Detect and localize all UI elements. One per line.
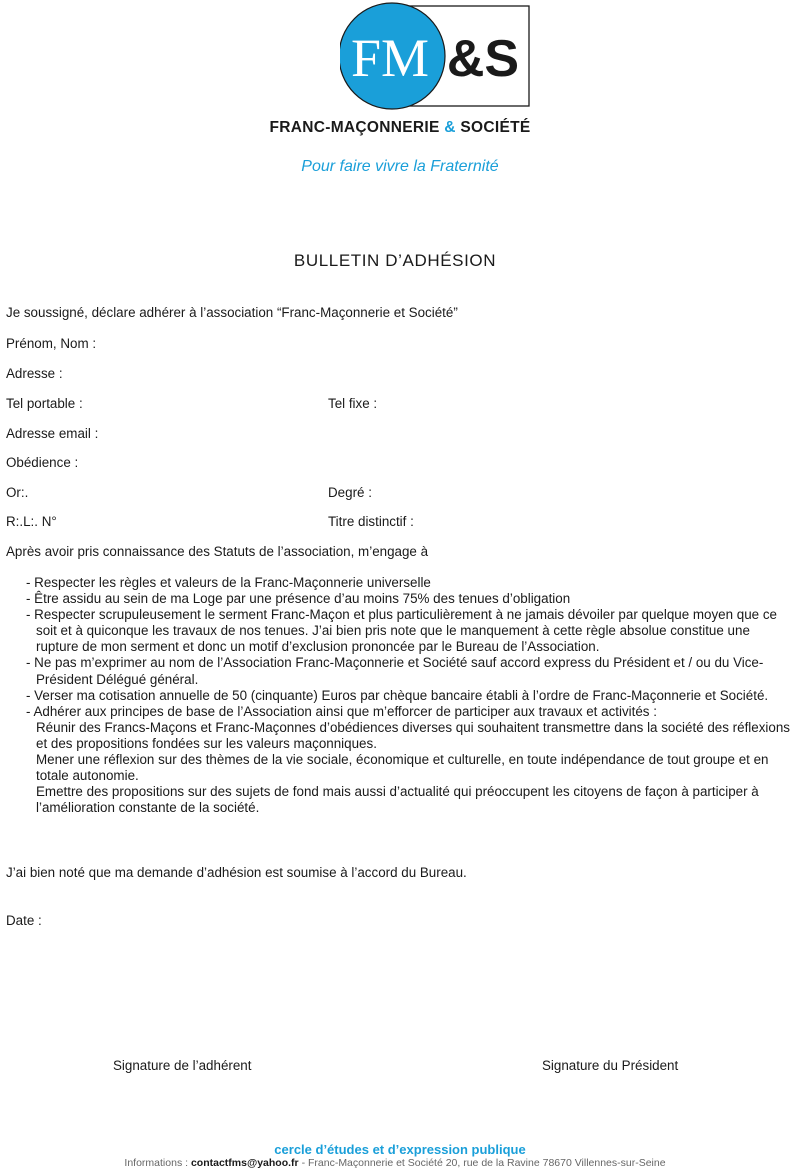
field-titre-distinctif: Titre distinctif : [328,514,414,529]
footer-tagline: cercle d’études et d’expression publique [274,1142,526,1157]
commitment-item: - Ne pas m’exprimer au nom de l’Association Franc-Maçonnerie et Société sauf accord express du Président et / ou du Vice-Président Délégué général. [26,655,764,687]
logo-fm-text: FM [350,28,430,88]
acknowledgement: J’ai bien noté que ma demande d’adhésion est soumise à l’accord du Bureau. [6,865,467,880]
organization-name [0,119,800,137]
date-label: Date : [6,913,42,928]
footer-info-label: Informations : [124,1157,189,1169]
commitment-item: - Être assidu au sein de ma Loge par une présence d’au moins 75% des tenues d’obligation [26,591,571,607]
engagement-intro: Après avoir pris connaissance des Statuts de l’association, m’engage à [6,544,429,559]
tagline: Pour faire vivre la Fraternité [301,158,499,175]
field-tel-portable: Tel portable : [6,396,83,411]
field-orient: Or:. [6,485,29,500]
field-email: Adresse email : [6,426,99,441]
field-prenom-nom: Prénom, Nom : [6,336,97,351]
org-name-part1: FRANC-MAÇONNERIE [269,119,440,136]
field-obedience: Obédience : [6,455,79,470]
commitment-item: - Respecter les règles et valeurs de la Franc-Maçonnerie universelle [26,575,431,590]
footer-info [0,1157,790,1169]
field-degre: Degré : [328,485,372,500]
logo-ands-text: &S [446,30,520,88]
document-title: BULLETIN D’ADHÉSION [293,251,497,270]
principle-item: Mener une réflexion sur des thèmes de la vie sociale, économique et culturelle, en toute indépendance de tout groupe et en totale autonomie. [36,752,769,784]
commitment-item: - Verser ma cotisation annuelle de 50 (cinquante) Euros par chèque bancaire établi à l’ordre de Franc-Maçonnerie et Société. [26,687,769,703]
commitment-item: - Respecter scrupuleusement le serment Franc-Maçon et plus particulièrement à ne jamais dévoiler par quelque moyen que ce soit et à quiconque les travaux de nos tenues. J’ai bien pris note que le manquement à cette règle absolue constitue une rupture de mon serment et donc un motif d’exclusion prononcée par le Bureau de l’Association. [26,607,777,655]
signature-president-label: Signature du Président [542,1058,679,1073]
fms-logo [340,0,532,112]
signature-member-label: Signature de l’adhérent [113,1058,252,1073]
commitment-item: - Adhérer aux principes de base de l’Association ainsi que m’efforcer de participer aux travaux et activités : [26,703,657,719]
org-name-part2: SOCIÉTÉ [460,119,531,136]
field-adresse: Adresse : [6,366,63,381]
org-name-ampersand: & [444,119,456,136]
field-tel-fixe: Tel fixe : [328,396,378,411]
principle-item: Emettre des propositions sur des sujets de fond mais aussi d’actualité qui préoccupent les citoyens de façon à participer à l’amélioration constante de la société. [36,784,759,816]
commitments-list [6,575,796,816]
field-loge-number: R:.L:. N° [6,514,57,529]
principle-item: Réunir des Francs-Maçons et Franc-Maçonnes d’obédiences diverses qui souhaitent transmettre dans la société des réflexions et des propositions fondées sur les valeurs maçonniques. [36,719,790,751]
footer-address: - Franc-Maçonnerie et Société 20, rue de la Ravine 78670 Villennes-sur-Seine [301,1157,666,1169]
footer-email-link[interactable]: contactfms@yahoo.fr [190,1157,299,1169]
intro-statement: Je soussigné, déclare adhérer à l’association “Franc-Maçonnerie et Société” [6,305,458,320]
